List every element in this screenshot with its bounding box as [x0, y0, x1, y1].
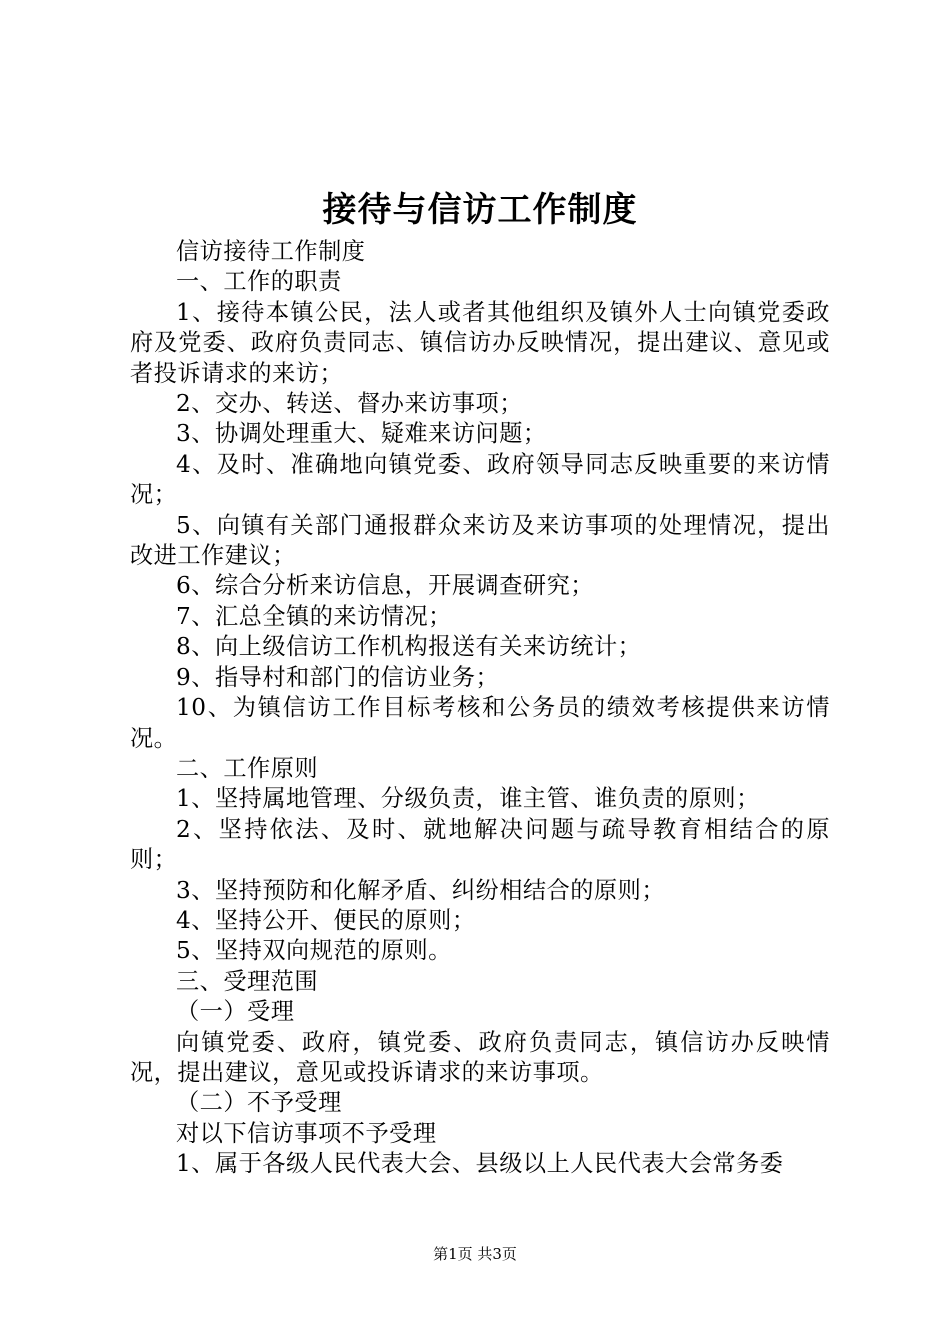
paragraph: 5、向镇有关部门通报群众来访及来访事项的处理情况，提出改进工作建议；	[130, 511, 830, 570]
document-body	[130, 237, 830, 1180]
paragraph: 5、坚持双向规范的原则。	[176, 937, 452, 965]
page-footer	[0, 1244, 950, 1264]
paragraph: 7、汇总全镇的来访情况；	[176, 602, 452, 630]
document-title: 接待与信访工作制度	[322, 190, 638, 230]
paragraph: 6、综合分析来访信息，开展调查研究；	[176, 572, 594, 600]
paragraph: 1、接待本镇公民，法人或者其他组织及镇外人士向镇党委政府及党委、政府负责同志、镇信访办反映情况，提出建议、意见或者投诉请求的来访；	[130, 298, 830, 387]
section-heading: 一、工作的职责	[176, 268, 342, 296]
paragraph: 3、协调处理重大、疑难来访问题；	[176, 420, 547, 448]
document-page	[130, 185, 830, 1180]
paragraph: 9、指导村和部门的信访业务；	[176, 663, 500, 691]
paragraph: 信访接待工作制度	[176, 238, 366, 265]
paragraph: 4、坚持公开、便民的原则；	[176, 906, 476, 934]
paragraph: 1、属于各级人民代表大会、县级以上人民代表大会常务委	[176, 1150, 784, 1178]
paragraph: 2、交办、转送、督办来访事项；	[176, 390, 523, 418]
paragraph: 4、及时、准确地向镇党委、政府领导同志反映重要的来访情况；	[130, 450, 830, 509]
paragraph: 向镇党委、政府，镇党委、政府负责同志，镇信访办反映情况，提出建议，意见或投诉请求的来访事项。	[130, 1028, 830, 1086]
subsection-heading: （一）受理	[176, 998, 295, 1026]
page-number: 第1页 共3页	[433, 1245, 517, 1263]
paragraph: 对以下信访事项不予受理	[176, 1119, 437, 1147]
paragraph: 2、坚持依法、及时、就地解决问题与疏导教育相结合的原则；	[130, 815, 830, 874]
subsection-heading: （二）不予受理	[176, 1089, 342, 1117]
paragraph: 3、坚持预防和化解矛盾、纠纷相结合的原则；	[176, 876, 666, 904]
paragraph: 10、为镇信访工作目标考核和公务员的绩效考核提供来访情况。	[130, 694, 830, 752]
paragraph: 8、向上级信访工作机构报送有关来访统计；	[176, 633, 642, 661]
section-heading: 二、工作原则	[176, 754, 319, 782]
paragraph: 1、坚持属地管理、分级负责，谁主管、谁负责的原则；	[176, 785, 760, 813]
section-heading: 三、受理范围	[176, 967, 319, 995]
